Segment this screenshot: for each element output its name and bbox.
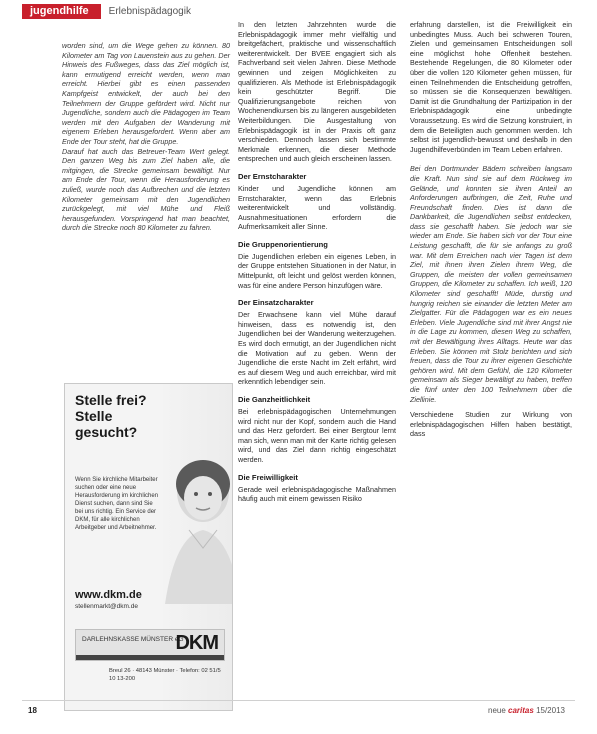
ad-text: Wenn Sie kirchliche Mitarbeiter suchen oder eine neue Herausforderung im kirchlichen Dienst suchen, dann sind Sie bei uns richtig. Ein Service der DKM, für alle kirchlichen Arbeitgeber und Arbeitnehmer. (75, 477, 159, 531)
column-1 (62, 41, 230, 233)
logo-bar (76, 655, 224, 660)
ad-headline: Stelle frei? Stelle gesucht? (75, 392, 147, 440)
paragraph-freiwilligkeit: Gerade weil erlebnispädagogische Maßnahmen häufig auch mit einem gewissen Risiko (238, 484, 396, 504)
magazine-prefix: neue (488, 706, 506, 715)
heading-gruppenorientierung: Die Gruppenorientierung (238, 239, 328, 249)
dkm-logo-mark: DKM (175, 632, 218, 654)
col2-intro: In den letzten Jahrzehnten wurde die Erlebnispädagogik immer mehr vielfältig und breitgefächert, praktische und wissenschaftlich weiterentwickelt. Der BVEE engagiert sich als Fachverband seit vielen Jahren. Diese Methode gewinnen und zeigen Möglichkeiten zu qualifizieren. Als Methode ist Erlebnispädagogik kein geschützter Begriff. Die Qualifizierungsangebote reichen von Wochenendkursen bis zu längeren ausgebildeten Weiterbildungen. Die Ausgestaltung von Erlebnispädagogik ist in der Praxis oft ganz verschieden. Dennoch lassen sich bestimmte Merkmale erkennen, die dieser Methode entsprechen und auch gleich erscheinen lassen. (238, 20, 396, 164)
magazine-footer (488, 706, 565, 715)
paragraph-einsatzcharakter: Der Erwachsene kann viel Mühe darauf hinweisen, dass es notwendig ist, den Jugendlichen bei der Wanderung weiterzugehen. Es wird doch ermutigt, an der Jugendlichen nicht die Motivation auf zu geben. Wenn der Jugendliche die erste Nacht im Zelt erfährt, wird es auf diesem Weg und auch erreichbar, wird mit erkenntlich lebendiger sein. (238, 310, 396, 387)
dkm-logo-name: DARLEHNSKASSE MÜNSTER eG (82, 636, 184, 643)
ad-email[interactable]: stellenmarkt@dkm.de (75, 603, 138, 610)
col1-italic-paragraph-1: worden sind, um die Wege gehen zu können. 80 Kilometer am Tag von Lauenstein aus zu gehen. Der Hinweis des Fußweges, dass das Ziel möglich ist, kann ermutigend erreicht werden, wenn man erreicht. Hierbei gibt es einen passenden Kampfgeist entwickelt, der auch bei den Teilnehmern der Gruppe gefördert wird. Nicht nur Jugendliche, sondern auch die Pädagogen im Team werden mit den Aufgaben der Wanderung mit eigenem Erleben herausgefordert. Wenn aber am Ende der Tour steht, hat die Gruppe. (62, 41, 230, 146)
col1-italic-paragraph-2: Darauf hat auch das Betreuer-Team Wert gelegt. Den ganzen Weg bis zum Ziel haben alle, die mitgingen, die Strecke gemeinsam bewältigt. Nur am Ende der Tour, wenn die Herausforderung es zuließ, wurde noch das Aufbrechen und die letzten Kilometer gemeinsam mit den Jugendlichen zurückgelegt, mit viel Mühe und Fleiß herausgefunden. Vorspringend hat man beachtet, durch die Strecke noch 80 Kilometer zu fahren. (62, 146, 230, 233)
column-2 (238, 20, 396, 504)
paragraph-gruppenorientierung: Die Jugendlichen erleben ein eigenes Leben, in der Gruppe entstehen Situationen in der Natur, in Mittelpunkt, oft leicht und gelöst werden können, was für eine andere Person hinzufügen wäre. (238, 251, 396, 290)
heading-ganzheitlichkeit: Die Ganzheitlichkeit (238, 395, 311, 404)
heading-ernstcharakter: Der Ernstcharakter (238, 171, 307, 181)
section-tag: jugendhilfe (22, 4, 101, 19)
column-3 (410, 20, 572, 439)
col3-italic-paragraph: Bei den Dortmunder Bädern schreiben langsam die Kraft. Nun sind sie auf dem Rückweg im Gelände, und konnten sie ihren Anteil an Anforderungen aufbringen, die Zeit, Ruhe und Freundschaft finden. Dies ist dann die Dankbarkeit, die Jugendlichen selbst entdecken, dass sie geschafft haben. Sie jedoch war sie wieder am Ende. Sie haben sich vor der Tour eine Leistung geschafft, die für sie anfangs zu groß war. Mit dem Erreichen nach vier Tagen ist dem Ziel, mit ihnen ihren Zielen ihrem Weg, die Gruppen, die meisten der vollen gemeinsamen Gruppen, die Kilometer zu schaffen. Ich weiß, 120 Kilometer sind geschafft! Müde, durstig und hungrig reichen sie einander die letzten Meter am Zielgatter. Für die Pädagogen war es ein neues Erleben. Viele Jugendliche sind mit ihrer Angst nie in die Lage zu kommen, diesen Weg zu schaffen, mit der Bewältigung ihres Alltags. Heute war das Erleben. Sie können mit Stolz berichten und sich freuen, dass die Tour zu ihrer eigenen Geschichte gehören wird. Mit dem Gefühl, die 120 Kilometer gemeinsam als Sieger bewältigt zu haben, treffen die fünf unter den 100 Teilnehmern über die Ziellinie. (410, 164, 572, 404)
heading-freiwilligkeit: Die Freiwilligkeit (238, 472, 298, 482)
section-header (22, 4, 191, 19)
ad-person-photo (155, 444, 233, 604)
advertisement[interactable] (64, 383, 233, 711)
paragraph-ganzheitlichkeit: Bei erlebnispädagogischen Unternehmungen wird nicht nur der Kopf, sondern auch die Hand und das Herz gefordert. Bei einer Bergtour lernt man sich, wenn man mit der Karte richtig gelesen wird, und das Ziel dann richtig eingeschätzt werden. (238, 407, 396, 464)
subsection-label: Erlebnispädagogik (108, 6, 191, 17)
dkm-logo (75, 629, 225, 661)
col3-outro: Verschiedene Studien zur Wirkung von erlebnispädagogischen Hilfen haben bestätigt, dass (410, 410, 572, 439)
footer-rule (22, 700, 575, 701)
ad-contact: Breul 26 · 48143 Münster · Telefon: 02 51/5 10 13-200 (109, 668, 221, 682)
paragraph-ernstcharakter: Kinder und Jugendliche können am Ernstcharakter, wenn das Erlebnis weiterentwickelt und vollständig. Ausnahmesituationen erfordern die Aufmerksamkeit aller Sinne. (238, 183, 396, 232)
heading-einsatzcharakter: Der Einsatzcharakter (238, 298, 314, 308)
ad-url[interactable]: www.dkm.de (75, 589, 142, 601)
col3-intro: erfahrung darstellen, ist die Freiwilligkeit ein unbedingtes Muss. Auch bei schweren Touren, Zielen und gemeinsamen Entscheidungen soll eine möglichst hohe Offenheit bestehen. Bestehende Regelungen, die 80 Kilometer oder über die vollen 120 Kilometer gehen müssen, für einen Teilnehmenden die Entscheidung getroffen, so müssen sie die Konsequenzen bewältigen. Damit ist die Grundhaltung der Partizipation in der Erlebnispädagogik eine unbedingte Voraussetzung. Es wird die Setzung konstruiert, in dem die Beteiligten auch genommen werden. Ich selbst ist jugendlich-bewusst und deshalb in den Jugendhilfeverbünden im Team Leben erfahren. (410, 20, 572, 154)
issue-number: 15/2013 (536, 706, 565, 715)
page-number: 18 (28, 706, 37, 715)
magazine-name: caritas (508, 706, 534, 715)
